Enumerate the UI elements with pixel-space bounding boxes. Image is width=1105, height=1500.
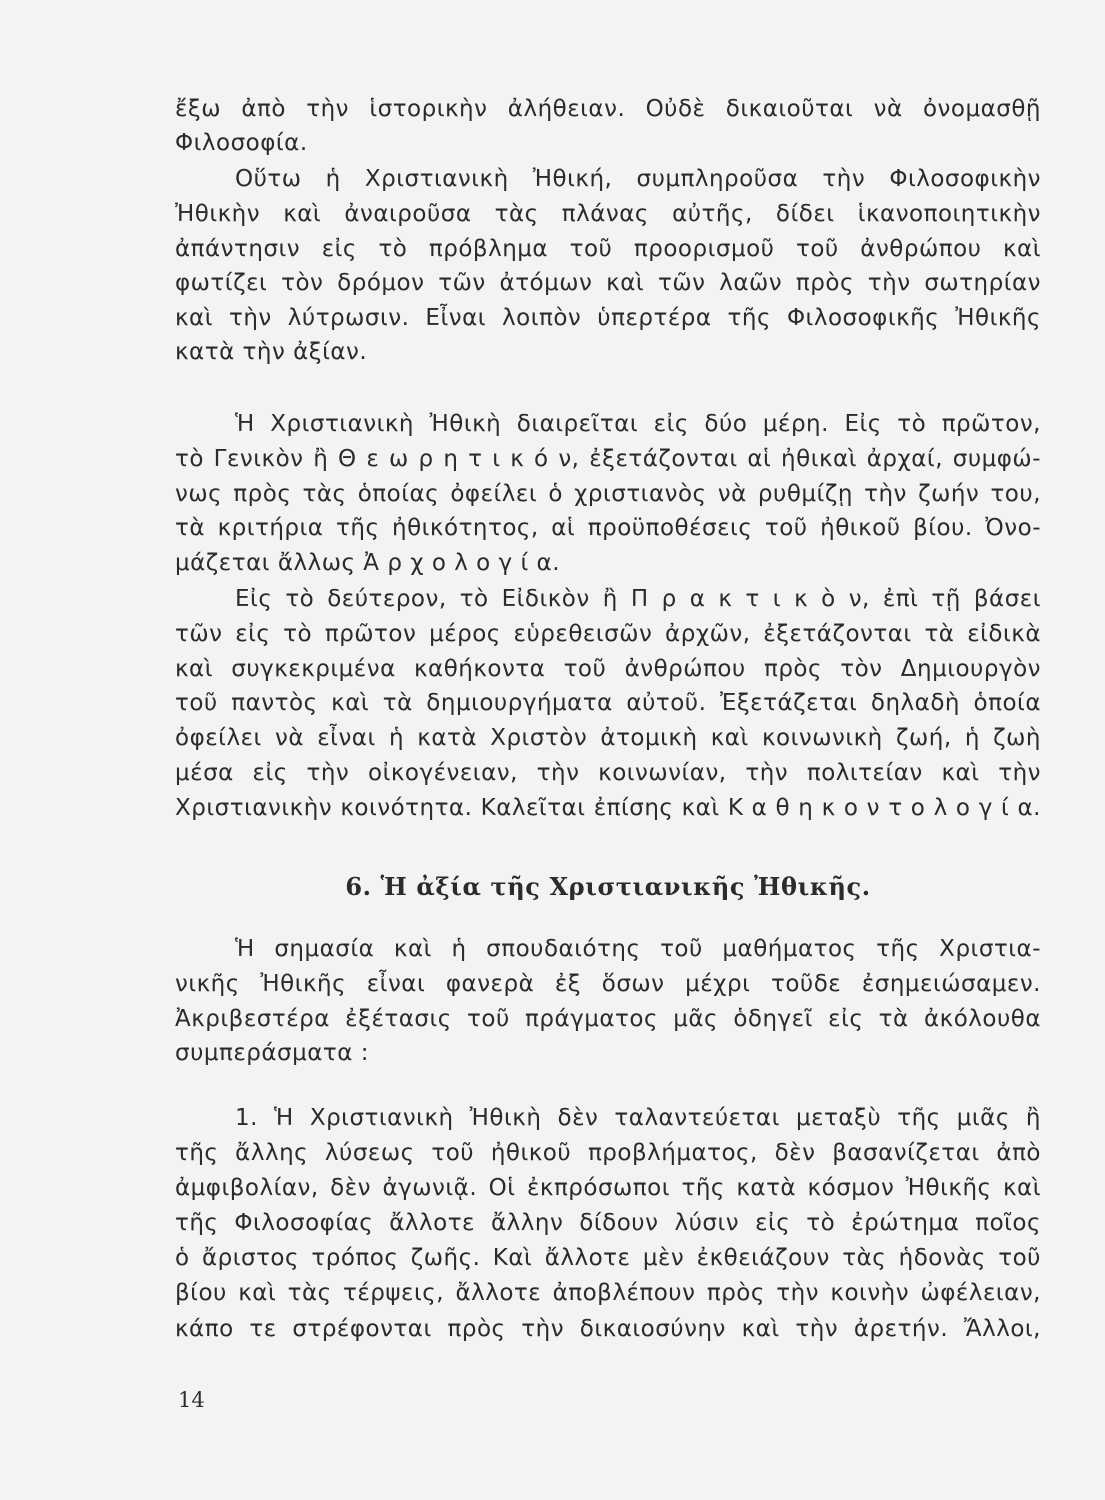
text-line: Ἠθικὴν καὶ ἀναιροῦσα τὰς πλάνας αὐτῆς, δίδει ἱκανοποιητικὴν bbox=[175, 201, 1041, 227]
text-line: κατὰ τὴν ἀξίαν. bbox=[175, 339, 368, 365]
text-line: φωτίζει τὸν δρόμον τῶν ἀτόμων καὶ τῶν λαῶν πρὸς τὴν σωτηρίαν bbox=[175, 270, 1041, 296]
text-line: τὰ κριτήρια τῆς ἠθικότητος, αἱ προϋποθέσεις τοῦ ἠθικοῦ βίου. Ὀνο- bbox=[175, 515, 1041, 541]
text-line: νως πρὸς τὰς ὁποίας ὀφείλει ὁ χριστιανὸς νὰ ρυθμίζῃ τὴν ζωήν του, bbox=[175, 481, 1041, 507]
text-line: νικῆς Ἠθικῆς εἶναι φανερὰ ἐξ ὅσων μέχρι τοῦδε ἐσημειώσαμεν. bbox=[175, 971, 1041, 997]
text-line: Εἰς τὸ δεύτερον, τὸ Εἰδικὸν ἢ Π ρ α κ τ ι κ ὸ ν, ἐπὶ τῇ βάσει bbox=[235, 586, 1041, 612]
text-line: τῆς Φιλοσοφίας ἄλλοτε ἄλλην δίδουν λύσιν εἰς τὸ ἐρώτημα ποῖος bbox=[175, 1210, 1041, 1236]
text-line: τοῦ παντὸς καὶ τὰ δημιουργήματα αὐτοῦ. Ἐξετάζεται δηλαδὴ ὁποία bbox=[175, 690, 1041, 716]
text-line: καὶ συγκεκριμένα καθήκοντα τοῦ ἀνθρώπου πρὸς τὸν Δημιουργὸν bbox=[175, 656, 1041, 682]
text-line: καὶ τὴν λύτρωσιν. Εἶναι λοιπὸν ὑπερτέρα τῆς Φιλοσοφικῆς Ἠθικῆς bbox=[175, 305, 1041, 331]
text-line: τῶν εἰς τὸ πρῶτον μέρος εὑρεθεισῶν ἀρχῶν, ἐξετάζονται τὰ εἰδικὰ bbox=[175, 621, 1041, 647]
text-line: τῆς ἄλλης λύσεως τοῦ ἠθικοῦ προβλήματος, δὲν βασανίζεται ἀπὸ bbox=[175, 1140, 1041, 1166]
text-line: Χριστιανικὴν κοινότητα. Καλεῖται ἐπίσης καὶ Κ α θ η κ ο ν τ ο λ ο γ ί α. bbox=[175, 795, 1041, 821]
text-line: ἔξω ἀπὸ τὴν ἱστορικὴν ἀλήθειαν. Οὐδὲ δικαιοῦται νὰ ὀνομασθῇ bbox=[175, 96, 1041, 122]
page-number: 14 bbox=[178, 1388, 205, 1412]
section-heading: 6. Ἡ ἀξία τῆς Χριστιανικῆς Ἠθικῆς. bbox=[345, 872, 871, 901]
text-line: ἀπάντησιν εἰς τὸ πρόβλημα τοῦ προορισμοῦ τοῦ ἀνθρώπου καὶ bbox=[175, 236, 1041, 262]
text-line: συμπεράσματα : bbox=[175, 1040, 369, 1066]
text-line: Ἀκριβεστέρα ἐξέτασις τοῦ πράγματος μᾶς ὁδηγεῖ εἰς τὰ ἀκόλουθα bbox=[175, 1006, 1041, 1032]
text-line: βίου καὶ τὰς τέρψεις, ἄλλοτε ἀποβλέπουν πρὸς τὴν κοινὴν ὠφέλειαν, bbox=[175, 1280, 1041, 1306]
text-line: 1. Ἡ Χριστιανικὴ Ἠθικὴ δὲν ταλαντεύεται μεταξὺ τῆς μιᾶς ἢ bbox=[235, 1105, 1041, 1131]
text-line: ὁ ἄριστος τρόπος ζωῆς. Καὶ ἄλλοτε μὲν ἐκθειάζουν τὰς ἡδονὰς τοῦ bbox=[175, 1245, 1041, 1271]
text-line: κάπο τε στρέφονται πρὸς τὴν δικαιοσύνην καὶ τὴν ἀρετήν. Ἄλλοι, bbox=[175, 1316, 1041, 1342]
text-line: ὀφείλει νὰ εἶναι ἡ κατὰ Χριστὸν ἀτομικὴ καὶ κοινωνικὴ ζωή, ἡ ζωὴ bbox=[175, 725, 1041, 751]
text-line: Ἡ Χριστιανικὴ Ἠθικὴ διαιρεῖται εἰς δύο μέρη. Εἰς τὸ πρῶτον, bbox=[235, 411, 1041, 437]
text-line: Φιλοσοφία. bbox=[175, 130, 308, 156]
text-line: τὸ Γενικὸν ἢ Θ ε ω ρ η τ ι κ ό ν, ἐξετάζονται αἱ ἠθικαὶ ἀρχαί, συμφώ- bbox=[175, 446, 1041, 472]
text-line: μέσα εἰς τὴν οἰκογένειαν, τὴν κοινωνίαν, τὴν πολιτείαν καὶ τὴν bbox=[175, 760, 1041, 786]
text-line: ἀμφιβολίαν, δὲν ἀγωνιᾷ. Οἱ ἐκπρόσωποι τῆς κατὰ κόσμον Ἠθικῆς καὶ bbox=[175, 1175, 1041, 1201]
text-line: μάζεται ἄλλως Ἀ ρ χ ο λ ο γ ί α. bbox=[175, 550, 561, 576]
text-line: Οὕτω ἡ Χριστιανικὴ Ἠθική, συμπληροῦσα τὴν Φιλοσοφικὴν bbox=[235, 166, 1041, 192]
text-line: Ἡ σημασία καὶ ἡ σπουδαιότης τοῦ μαθήματος τῆς Χριστια- bbox=[235, 936, 1041, 962]
